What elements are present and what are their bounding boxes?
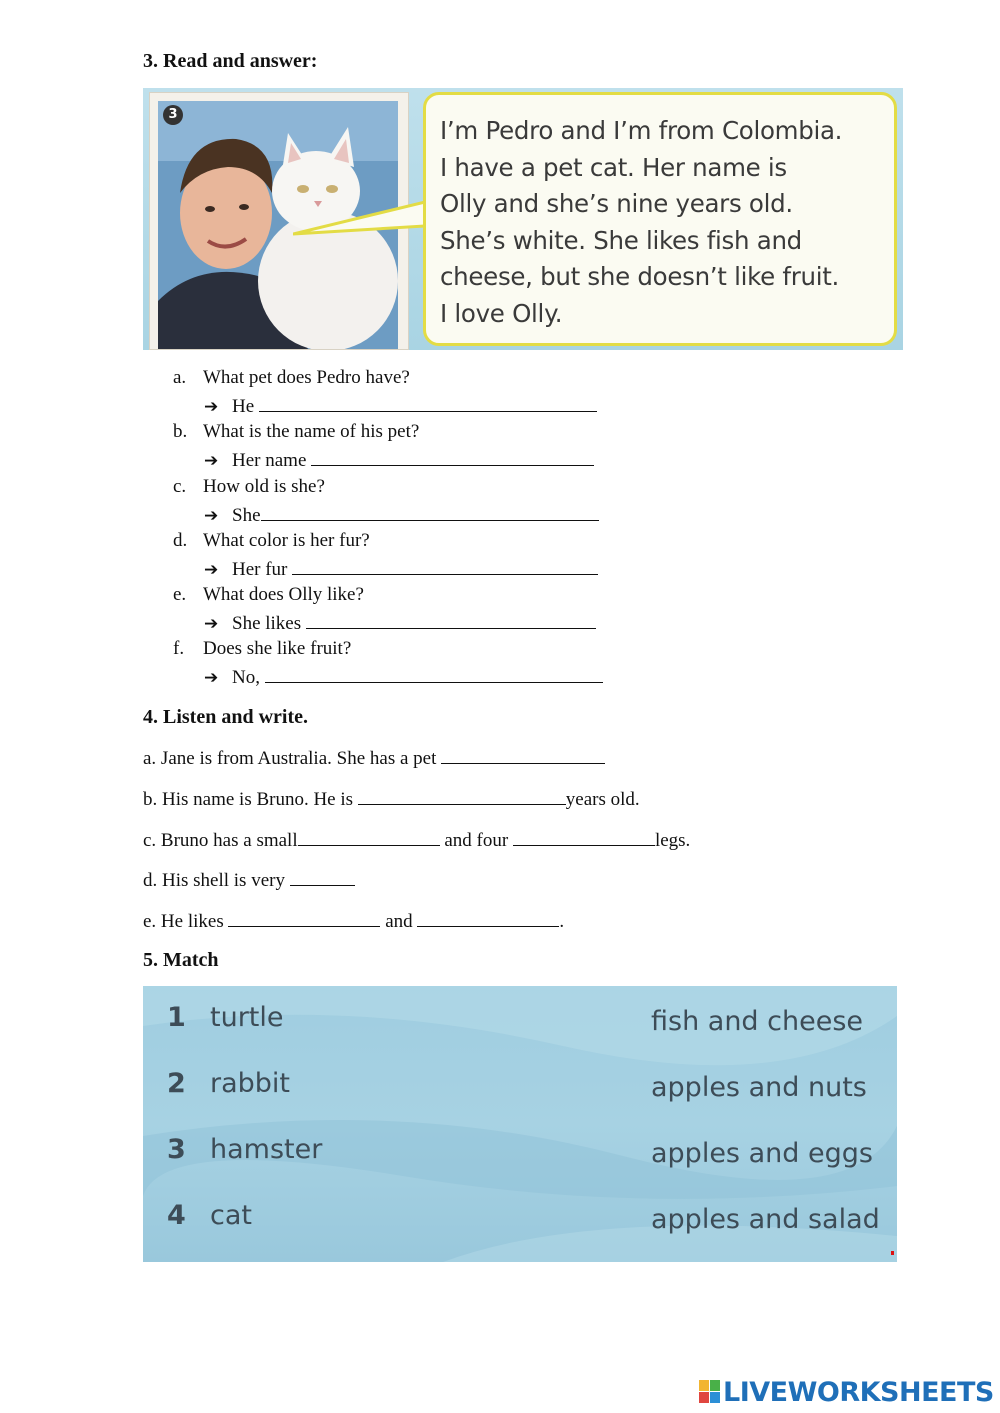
listen-line-a: a. Jane is from Australia. She has a pet [143,746,605,770]
answer-c-row: ➔ She [204,503,599,527]
match-number: 4 [167,1200,186,1231]
blank-likes-2[interactable] [417,909,559,927]
story-line: Olly and she’s nine years old. [440,189,793,218]
blank-age[interactable] [358,787,566,805]
blank-likes-1[interactable] [228,909,380,927]
match-number: 1 [167,1002,186,1033]
speech-bubble [423,92,897,346]
logo-text: LIVEWORKSHEETS [723,1376,994,1408]
match-food[interactable]: apples and nuts [651,1072,867,1103]
section-4-heading: 4. Listen and write. [143,706,308,728]
blank-small[interactable] [298,828,440,846]
red-mark [891,1251,894,1255]
answer-b-blank[interactable] [311,448,594,466]
match-food[interactable]: apples and eggs [651,1138,873,1169]
arrow-icon: ➔ [204,614,219,634]
story-line: She’s white. She likes fish and [440,225,802,255]
match-animal[interactable]: hamster [210,1134,323,1165]
arrow-icon: ➔ [204,451,219,471]
question-a: a. What pet does Pedro have? [173,367,410,388]
arrow-icon: ➔ [204,506,219,526]
match-number: 3 [167,1134,186,1165]
blank-legs[interactable] [513,828,655,846]
answer-f-row: ➔ No, [204,665,603,689]
match-food[interactable]: apples and salad [651,1204,880,1235]
answer-a-blank[interactable] [259,394,597,412]
match-animal[interactable]: cat [210,1200,252,1231]
liveworksheets-logo [699,1378,994,1406]
answer-b-row: ➔ Her name [204,448,594,472]
logo-mark-icon [699,1380,721,1404]
question-c: c. How old is she? [173,476,325,497]
answer-e-blank[interactable] [306,611,596,629]
speech-pointer [293,196,433,246]
answer-f-blank[interactable] [265,665,603,683]
match-number: 2 [167,1068,186,1099]
answer-d-blank[interactable] [292,557,598,575]
match-animal[interactable]: turtle [210,1002,284,1033]
listen-line-c: c. Bruno has a small and four legs. [143,830,691,851]
section-5-heading: 5. Match [143,949,219,971]
match-animal[interactable]: rabbit [210,1068,291,1099]
answer-c-blank[interactable] [261,503,599,521]
exercise-number-badge: 3 [163,105,183,125]
listen-line-b: b. His name is Bruno. He is years old. [143,789,640,810]
listen-line-d: d. His shell is very [143,868,355,892]
section-3-heading: 3. Read and answer: [143,50,318,72]
question-d: d. What color is her fur? [173,530,370,551]
story-line: cheese, but she doesn’t like fruit. [440,262,839,291]
story-line: I’m Pedro and I’m from Colombia. [440,116,843,145]
arrow-icon: ➔ [204,397,219,417]
answer-e-row: ➔ She likes [204,611,596,635]
blank-pet[interactable] [441,746,605,764]
story-line: I love Olly. [440,298,563,328]
blank-shell[interactable] [290,868,355,886]
question-b: b. What is the name of his pet? [173,421,420,442]
match-table [143,986,897,1262]
question-f: f. Does she like fruit? [173,638,352,659]
question-e: e. What does Olly like? [173,584,364,605]
answer-a-row: ➔ He [204,394,597,418]
match-food[interactable]: fish and cheese [651,1006,864,1037]
answer-d-row: ➔ Her fur [204,557,598,581]
story-picture [143,88,903,350]
arrow-icon: ➔ [204,668,219,688]
listen-line-e: e. He likes and . [143,911,565,932]
arrow-icon: ➔ [204,560,219,580]
story-line: I have a pet cat. Her name is [440,152,787,182]
